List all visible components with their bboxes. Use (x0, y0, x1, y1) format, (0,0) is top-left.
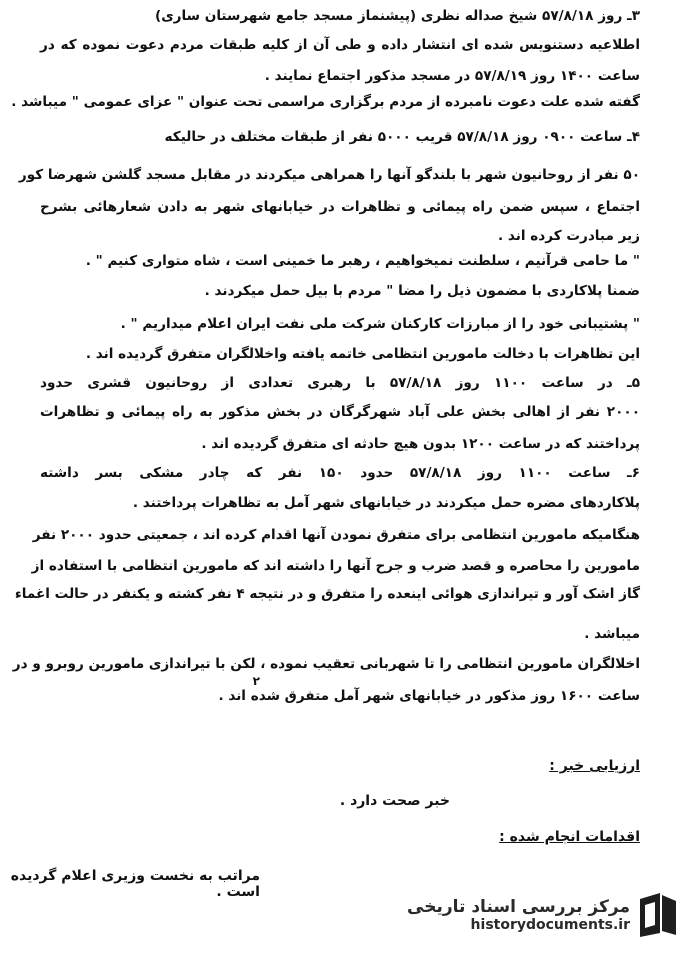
doc-line-18: هنگامیکه مامورین انتظامی برای متفرق نمودن آنها اقدام کرده اند ، جمعیتی حدود ۲۰۰۰ نفر (32, 527, 640, 543)
doc-line-2: اطلاعیه دستنویس شده ای انتشار داده و طی آن از کلیه طبقات مردم دعوت نموده که در (40, 37, 640, 53)
doc-line-9: " ما حامی قرآنیم ، سلطنت نمیخواهیم ، رهبر ما خمینی است ، شاه متواری کنیم " . (85, 253, 640, 269)
doc-line-11: " پشتیبانی خود را از مبارزات کارکنان شرکت ملی نفت ایران اعلام میداریم " . (120, 316, 640, 332)
doc-line-5: ۴ـ ساعت ۰۹۰۰ روز ۵۷/۸/۱۸ قریب ۵۰۰۰ نفر از طبقات مختلف در حالیکه (164, 129, 640, 145)
doc-line-10: ضمنا پلاکاردی با مضمون ذیل را مضا " مردم با بیل حمل میکردند . (204, 283, 640, 299)
doc-line-19: مامورین را محاصره و قصد ضرب و جرح آنها را داشته اند که مامورین انتظامی با استفاده از (31, 558, 640, 574)
doc-line-21: میباشد . (584, 626, 640, 642)
archive-logo-icon (636, 891, 680, 939)
doc-line-1: ۳ـ روز ۵۷/۸/۱۸ شیخ صداله نظری (پیشنماز مسجد جامع شهرستان ساری) (155, 8, 640, 24)
doc-line-12: این تظاهرات با دخالت مامورین انتظامی خاتمه یافته واخلالگران متفرق گردیده اند . (85, 346, 640, 362)
doc-line-6: ۵۰ نفر از روحانیون شهر با بلندگو آنها را همراهی میکردند در مقابل مسجد گلشن شهرضا کور (18, 167, 640, 183)
doc-line-17: پلاکاردهای مضره حمل میکردند در خیابانهای شهر آمل به تظاهرات پرداختند . (132, 495, 640, 511)
action-section-title: اقدامات انجام شده : (499, 829, 640, 845)
margin-note: ۲ (252, 674, 260, 688)
archive-watermark (380, 885, 680, 945)
eval-section-title: ارزیابی خبر : (549, 758, 640, 774)
eval-section-text: خبر صحت دارد . (339, 793, 450, 809)
doc-line-3: ساعت ۱۴۰۰ روز ۵۷/۸/۱۹ در مسجد مذکور اجتماع نمایند . (264, 68, 640, 84)
doc-line-4: گفته شده علت دعوت نامبرده از مردم برگزاری مراسمی تحت عنوان " عزای عمومی " میباشد . (11, 94, 640, 110)
doc-line-14: ۲۰۰۰ نفر از اهالی بخش علی آباد شهرگرگان در بخش مذکور به راه پیمائی و تظاهرات (40, 404, 640, 420)
action-section-text: مراتب به نخست وزیری اعلام گردیده است . (10, 868, 260, 900)
doc-line-20: گاز اشک آور و تیراندازی هوائی اینعده را متفرق و در نتیجه ۴ نفر کشته و یکنفر در حالت اغماء (14, 586, 640, 602)
watermark-title: مرکز بررسی اسناد تاریخی (407, 897, 630, 917)
doc-line-22: اخلالگران مامورین انتظامی را تا شهربانی تعقیب نموده ، لکن با تیراندازی مامورین روبرو و در (12, 656, 640, 672)
watermark-url: historydocuments.ir (470, 917, 630, 933)
doc-line-16: ۶ـ ساعت ۱۱۰۰ روز ۵۷/۸/۱۸ حدود ۱۵۰ نفر که چادر مشکی بسر داشته (40, 465, 640, 481)
watermark-text (407, 897, 630, 933)
doc-line-13: ۵ـ در ساعت ۱۱۰۰ روز ۵۷/۸/۱۸ با رهبری تعدادی از روحانیون قشری حدود (40, 375, 640, 391)
doc-line-15: پرداختند که در ساعت ۱۲۰۰ بدون هیچ حادثه ای متفرق گردیده اند . (201, 436, 640, 452)
doc-line-23: ساعت ۱۶۰۰ روز مذکور در خیابانهای شهر آمل متفرق شده اند . (218, 688, 640, 704)
doc-line-7: اجتماع ، سپس ضمن راه پیمائی و تظاهرات در خیابانهای شهر به دادن شعارهائی بشرح (40, 199, 640, 215)
doc-line-8: زیر مبادرت کرده اند . (498, 228, 640, 244)
